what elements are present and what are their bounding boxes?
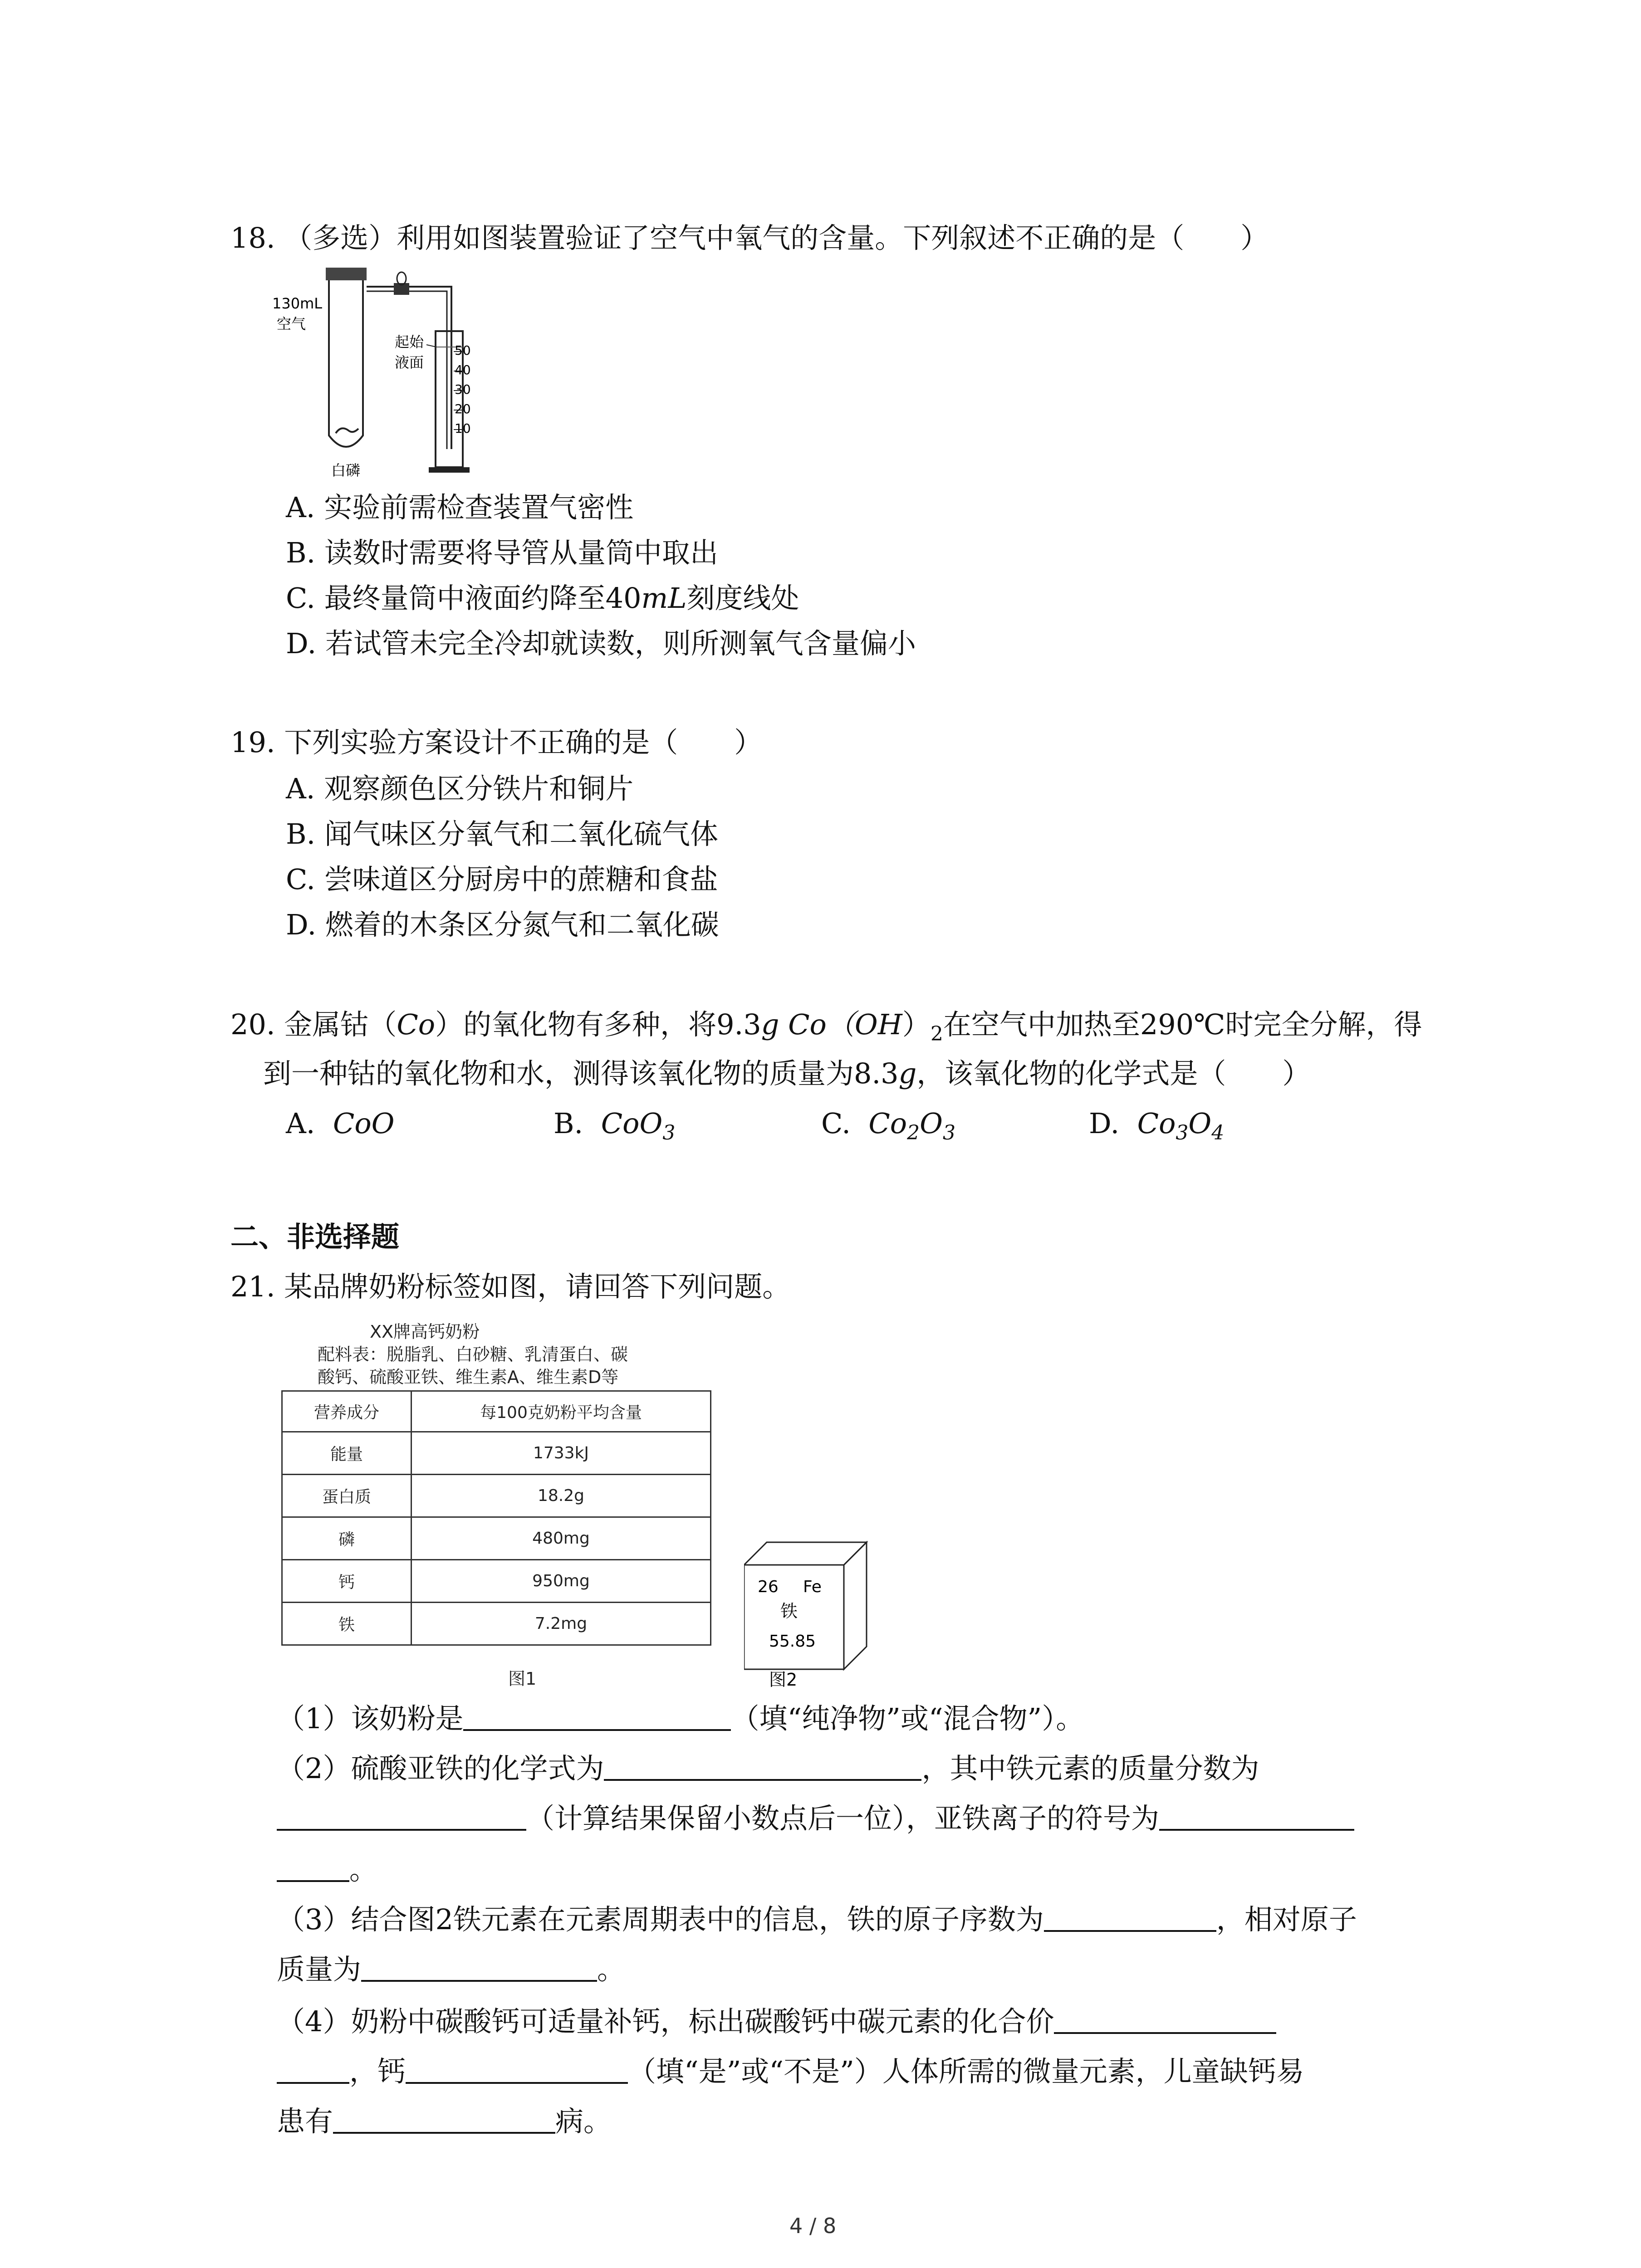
q18-option-d: D. 若试管未完全冷却就读数，则所测氧气含量偏小 bbox=[286, 627, 916, 660]
answer-blank-1[interactable] bbox=[463, 1706, 731, 1731]
q20-option-d: D. $Co_3O_4$ bbox=[1089, 1107, 1225, 1144]
q18-option-a: A. 实验前需检查装置气密性 bbox=[286, 491, 634, 524]
q20-stem-line1: 20. 金属钴（Co）的氧化物有多种，将9.3g $Co(OH)_2$在空气中加热至290℃时完全分解，得 bbox=[230, 1008, 1422, 1046]
rubber-stopper bbox=[326, 268, 367, 280]
answer-blank-9[interactable] bbox=[333, 2108, 555, 2134]
tick-20: 20 bbox=[455, 401, 471, 416]
element-atomic-mass: 55.85 bbox=[769, 1632, 816, 1651]
tick-50: 50 bbox=[455, 343, 471, 358]
tick-40: 40 bbox=[455, 362, 471, 377]
section-heading: 二、非选择题 bbox=[230, 1220, 400, 1253]
q21-part4-line3: 患有 病。 bbox=[277, 2105, 612, 2138]
answer-blank-8[interactable] bbox=[406, 2058, 628, 2084]
answer-blank-4-cont[interactable] bbox=[277, 1857, 349, 1882]
q20-option-a: A. CoO bbox=[286, 1107, 395, 1140]
tick-30: 30 bbox=[455, 382, 471, 397]
answer-blank-4[interactable] bbox=[1159, 1805, 1354, 1831]
label-title: XX牌高钙奶粉 bbox=[370, 1322, 480, 1342]
q18-apparatus-figure bbox=[272, 259, 526, 481]
table-row: 蛋白质 18.2g bbox=[282, 1475, 711, 1517]
q19-option-b: B. 闻气味区分氧气和二氧化硫气体 bbox=[286, 817, 718, 850]
test-tube bbox=[329, 280, 363, 447]
tube-air-label: 空气 bbox=[277, 315, 306, 332]
table-row: 磷 480mg bbox=[282, 1517, 711, 1560]
q18-stem: 18. （多选）利用如图装置验证了空气中氧气的含量。下列叙述不正确的是（ ） bbox=[230, 221, 1269, 254]
answer-blank-6[interactable] bbox=[361, 1956, 597, 1982]
start-level-label-1: 起始 bbox=[395, 333, 424, 351]
label-ingredients-2: 酸钙、硫酸亚铁、维生素A、维生素D等 bbox=[318, 1367, 619, 1387]
q21-part2-line2: （计算结果保留小数点后一位），亚铁离子的符号为 bbox=[277, 1802, 1354, 1835]
answer-blank-3[interactable] bbox=[277, 1805, 526, 1831]
nutrition-table bbox=[281, 1390, 711, 1646]
q21-part2-line3: 。 bbox=[277, 1853, 377, 1887]
q21-part3-line1: （3）结合图2铁元素在元素周期表中的信息，铁的原子序数为 ，相对原子 bbox=[277, 1903, 1357, 1936]
nutrition-label-figure bbox=[281, 1318, 717, 1689]
q21-part2-line1: （2）硫酸亚铁的化学式为 ，其中铁元素的质量分数为 bbox=[277, 1752, 1259, 1785]
element-name: 铁 bbox=[780, 1601, 798, 1621]
q20-option-c: C. $Co_2O_3$ bbox=[821, 1107, 955, 1144]
q20-stem-line2: 到一种钴的氧化物和水，测得该氧化物的质量为8.3g，该氧化物的化学式是（ ） bbox=[263, 1057, 1311, 1090]
q19-stem: 19. 下列实验方案设计不正确的是（ ） bbox=[230, 726, 763, 759]
label-ingredients-1: 配料表：脱脂乳、白砂糖、乳清蛋白、碳 bbox=[318, 1344, 628, 1364]
element-cell-figure bbox=[744, 1538, 871, 1687]
table-row: 钙 950mg bbox=[282, 1560, 711, 1603]
table-row: 能量 1733kJ bbox=[282, 1432, 711, 1475]
figure-2-caption: 图2 bbox=[769, 1670, 798, 1687]
phosphorus-label: 白磷 bbox=[331, 462, 361, 479]
table-header-nutrient: 营养成分 bbox=[282, 1391, 411, 1432]
q21-stem: 21. 某品牌奶粉标签如图，请回答下列问题。 bbox=[230, 1270, 791, 1303]
answer-blank-2[interactable] bbox=[604, 1755, 921, 1781]
table-row: 铁 7.2mg bbox=[282, 1603, 711, 1645]
page-number: 4 / 8 bbox=[789, 2214, 837, 2238]
tick-10: 10 bbox=[455, 421, 471, 436]
element-symbol: Fe bbox=[803, 1578, 822, 1596]
answer-blank-7-cont[interactable] bbox=[277, 2058, 349, 2084]
q18-option-b: B. 读数时需要将导管从量筒中取出 bbox=[286, 536, 718, 569]
tube-volume-label: 130mL bbox=[272, 295, 323, 312]
q19-option-a: A. 观察颜色区分铁片和铜片 bbox=[286, 772, 634, 805]
q21-part1: （1）该奶粉是 （填“纯净物”或“混合物”）。 bbox=[277, 1702, 1084, 1735]
q19-option-d: D. 燃着的木条区分氮气和二氧化碳 bbox=[286, 908, 719, 941]
white-phosphorus bbox=[336, 428, 358, 433]
q20-option-b: B. CoO$_3$ bbox=[554, 1107, 676, 1144]
table-header-content: 每100克奶粉平均含量 bbox=[411, 1391, 711, 1432]
q18-option-c: C. 最终量筒中液面约降至40mL刻度线处 bbox=[286, 582, 799, 615]
element-atomic-number: 26 bbox=[758, 1578, 779, 1596]
answer-blank-5[interactable] bbox=[1044, 1906, 1216, 1932]
start-level-label-2: 液面 bbox=[395, 354, 424, 371]
q21-part4-line1: （4）奶粉中碳酸钙可适量补钙，标出碳酸钙中碳元素的化合价 bbox=[277, 2005, 1276, 2038]
q21-part3-line2: 质量为 。 bbox=[277, 1953, 626, 1986]
q21-part4-line2: ，钙 （填“是”或“不是”）人体所需的微量元素，儿童缺钙易 bbox=[277, 2055, 1304, 2088]
q19-option-c: C. 尝味道区分厨房中的蔗糖和食盐 bbox=[286, 863, 718, 896]
figure-1-caption: 图1 bbox=[508, 1669, 537, 1689]
answer-blank-7[interactable] bbox=[1054, 2009, 1276, 2034]
